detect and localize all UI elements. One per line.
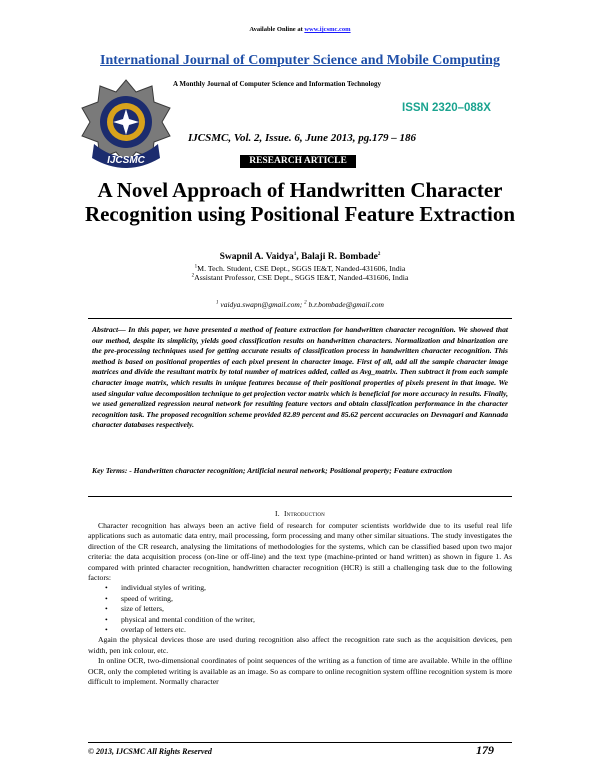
research-article-badge: RESEARCH ARTICLE bbox=[240, 155, 356, 168]
author-separator: , bbox=[296, 252, 302, 263]
abstract-bottom-rule bbox=[88, 496, 512, 497]
body-text bbox=[88, 521, 512, 688]
available-online-prefix: Available Online at bbox=[249, 26, 303, 33]
email-2-sup: 2 bbox=[304, 300, 307, 306]
affiliation-2-sup: 2 bbox=[191, 273, 195, 279]
list-item: • overlap of letters etc. bbox=[88, 625, 512, 635]
issn-number: ISSN 2320–088X bbox=[402, 102, 491, 114]
footer-copyright: © 2013, IJCSMC All Rights Reserved bbox=[88, 747, 212, 756]
list-item: • physical and mental condition of the writer, bbox=[88, 615, 512, 625]
affiliation-2-text: Assistant Professor, CSE Dept., SGGS IE&T, Nanded-431606, India bbox=[194, 273, 409, 283]
list-item: • size of letters, bbox=[88, 604, 512, 614]
logo-text: IJCSMC bbox=[107, 155, 145, 166]
affiliation-1-text: M. Tech. Student, CSE Dept., SGGS IE&T, Nanded-431606, India bbox=[197, 264, 406, 274]
author-2-sup: 2 bbox=[377, 252, 381, 257]
journal-website-link[interactable]: www.ijcsmc.com bbox=[304, 26, 351, 33]
author-1: Swapnil A. Vaidya bbox=[219, 252, 294, 263]
author-1-sup: 1 bbox=[293, 252, 297, 257]
journal-monthly-subtitle: A Monthly Journal of Computer Science and Information Technology bbox=[173, 80, 381, 88]
email-1[interactable]: vaidya.swapn@gmail.com; bbox=[218, 300, 305, 309]
author-2: Balaji R. Bombade bbox=[301, 252, 378, 263]
list-item: • speed of writing, bbox=[88, 594, 512, 604]
key-terms: Key Terms: - Handwritten character recognition; Artificial neural network; Positional property; Feature extraction bbox=[92, 466, 453, 475]
author-block bbox=[0, 252, 600, 282]
abstract: Abstract— In this paper, we have presented a method of feature extraction for handwritten character recognition. We showed that our method, despite its simplicity, yields good classification results on handwritten characters. Normalization and binarization are the pre-processing techniques used for getting accurate results of classification process in handwritten character recognition. This method is based on positional properties of each pixel present in character image. First of all, add all the sample character image matrices and divide the resultant matrix by total number of matrices added, called as Avg_matrix. Then subtract it from each sample character image matrix, which results in unique features because of their positional properties of pixels present in that image. We used singular value decomposition technique to get projection vector matrix which is beneficial for more accuracy in results. Finally, we used generalized regression neural network for resulting feature vectors and obtain classification performance in the character recognition task. The proposed recognition scheme provided 82.89 percent and 85.62 percent accuracies on Devnagari and Kannada character databases respectively. bbox=[92, 325, 508, 430]
factor-list bbox=[88, 583, 512, 635]
affiliation-1-sup: 1 bbox=[194, 264, 198, 270]
body-paragraph-1: Character recognition has always been an active field of research for computer scientists worldwide due to its useful real life applications such as automatic data entry, mail processing, form processing and many other similar situations. The study investigates the direction of the CR research, analysing the limitations of methodologies for the systems, which can be classified based upon two major criteria: the data acquisition process (on-line or off-line) and the text type (machine-printed or hand written) as shown in figure 1. As compared with printed character recognition, handwritten character recognition (HCR) is still a challenging task due to the following factors: bbox=[88, 521, 512, 583]
affiliation-1 bbox=[0, 264, 600, 273]
list-item: • individual styles of writing, bbox=[88, 583, 512, 593]
paper-title-line-2: Recognition using Positional Feature Extraction bbox=[84, 202, 516, 226]
paper-title-line-1: A Novel Approach of Handwritten Character bbox=[97, 178, 503, 202]
section-heading bbox=[0, 509, 600, 518]
author-names bbox=[0, 252, 600, 262]
email-1-sup: 1 bbox=[216, 300, 219, 306]
section-title: Introduction bbox=[283, 509, 325, 518]
footer-page-number: 179 bbox=[476, 743, 494, 757]
footer-rule bbox=[88, 742, 512, 743]
body-paragraph-2: Again the physical devices those are used during recognition also affect the recognition rate such as the acquisition devices, pen width, pen ink colour, etc. bbox=[88, 635, 512, 655]
affiliation-2 bbox=[0, 273, 600, 282]
volume-issue-line: IJCSMC, Vol. 2, Issue. 6, June 2013, pg.179 – 186 bbox=[188, 132, 416, 144]
paper-title bbox=[0, 178, 600, 226]
author-emails bbox=[0, 300, 600, 309]
body-paragraph-3: In online OCR, two-dimensional coordinates of point sequences of the writing as a function of time are available. While in the offline OCR, only the completed writing is available as an image. So as compare to online recognition system offline recognition system is more difficult to implement. Normally character bbox=[88, 656, 512, 687]
email-2[interactable]: b.r.bombade@gmail.com bbox=[306, 300, 384, 309]
available-online-line bbox=[0, 26, 600, 33]
abstract-top-rule bbox=[88, 318, 512, 319]
ijcsmc-logo-icon bbox=[80, 78, 172, 176]
journal-name: International Journal of Computer Science and Mobile Computing bbox=[100, 53, 500, 68]
section-number: I. bbox=[275, 509, 280, 518]
